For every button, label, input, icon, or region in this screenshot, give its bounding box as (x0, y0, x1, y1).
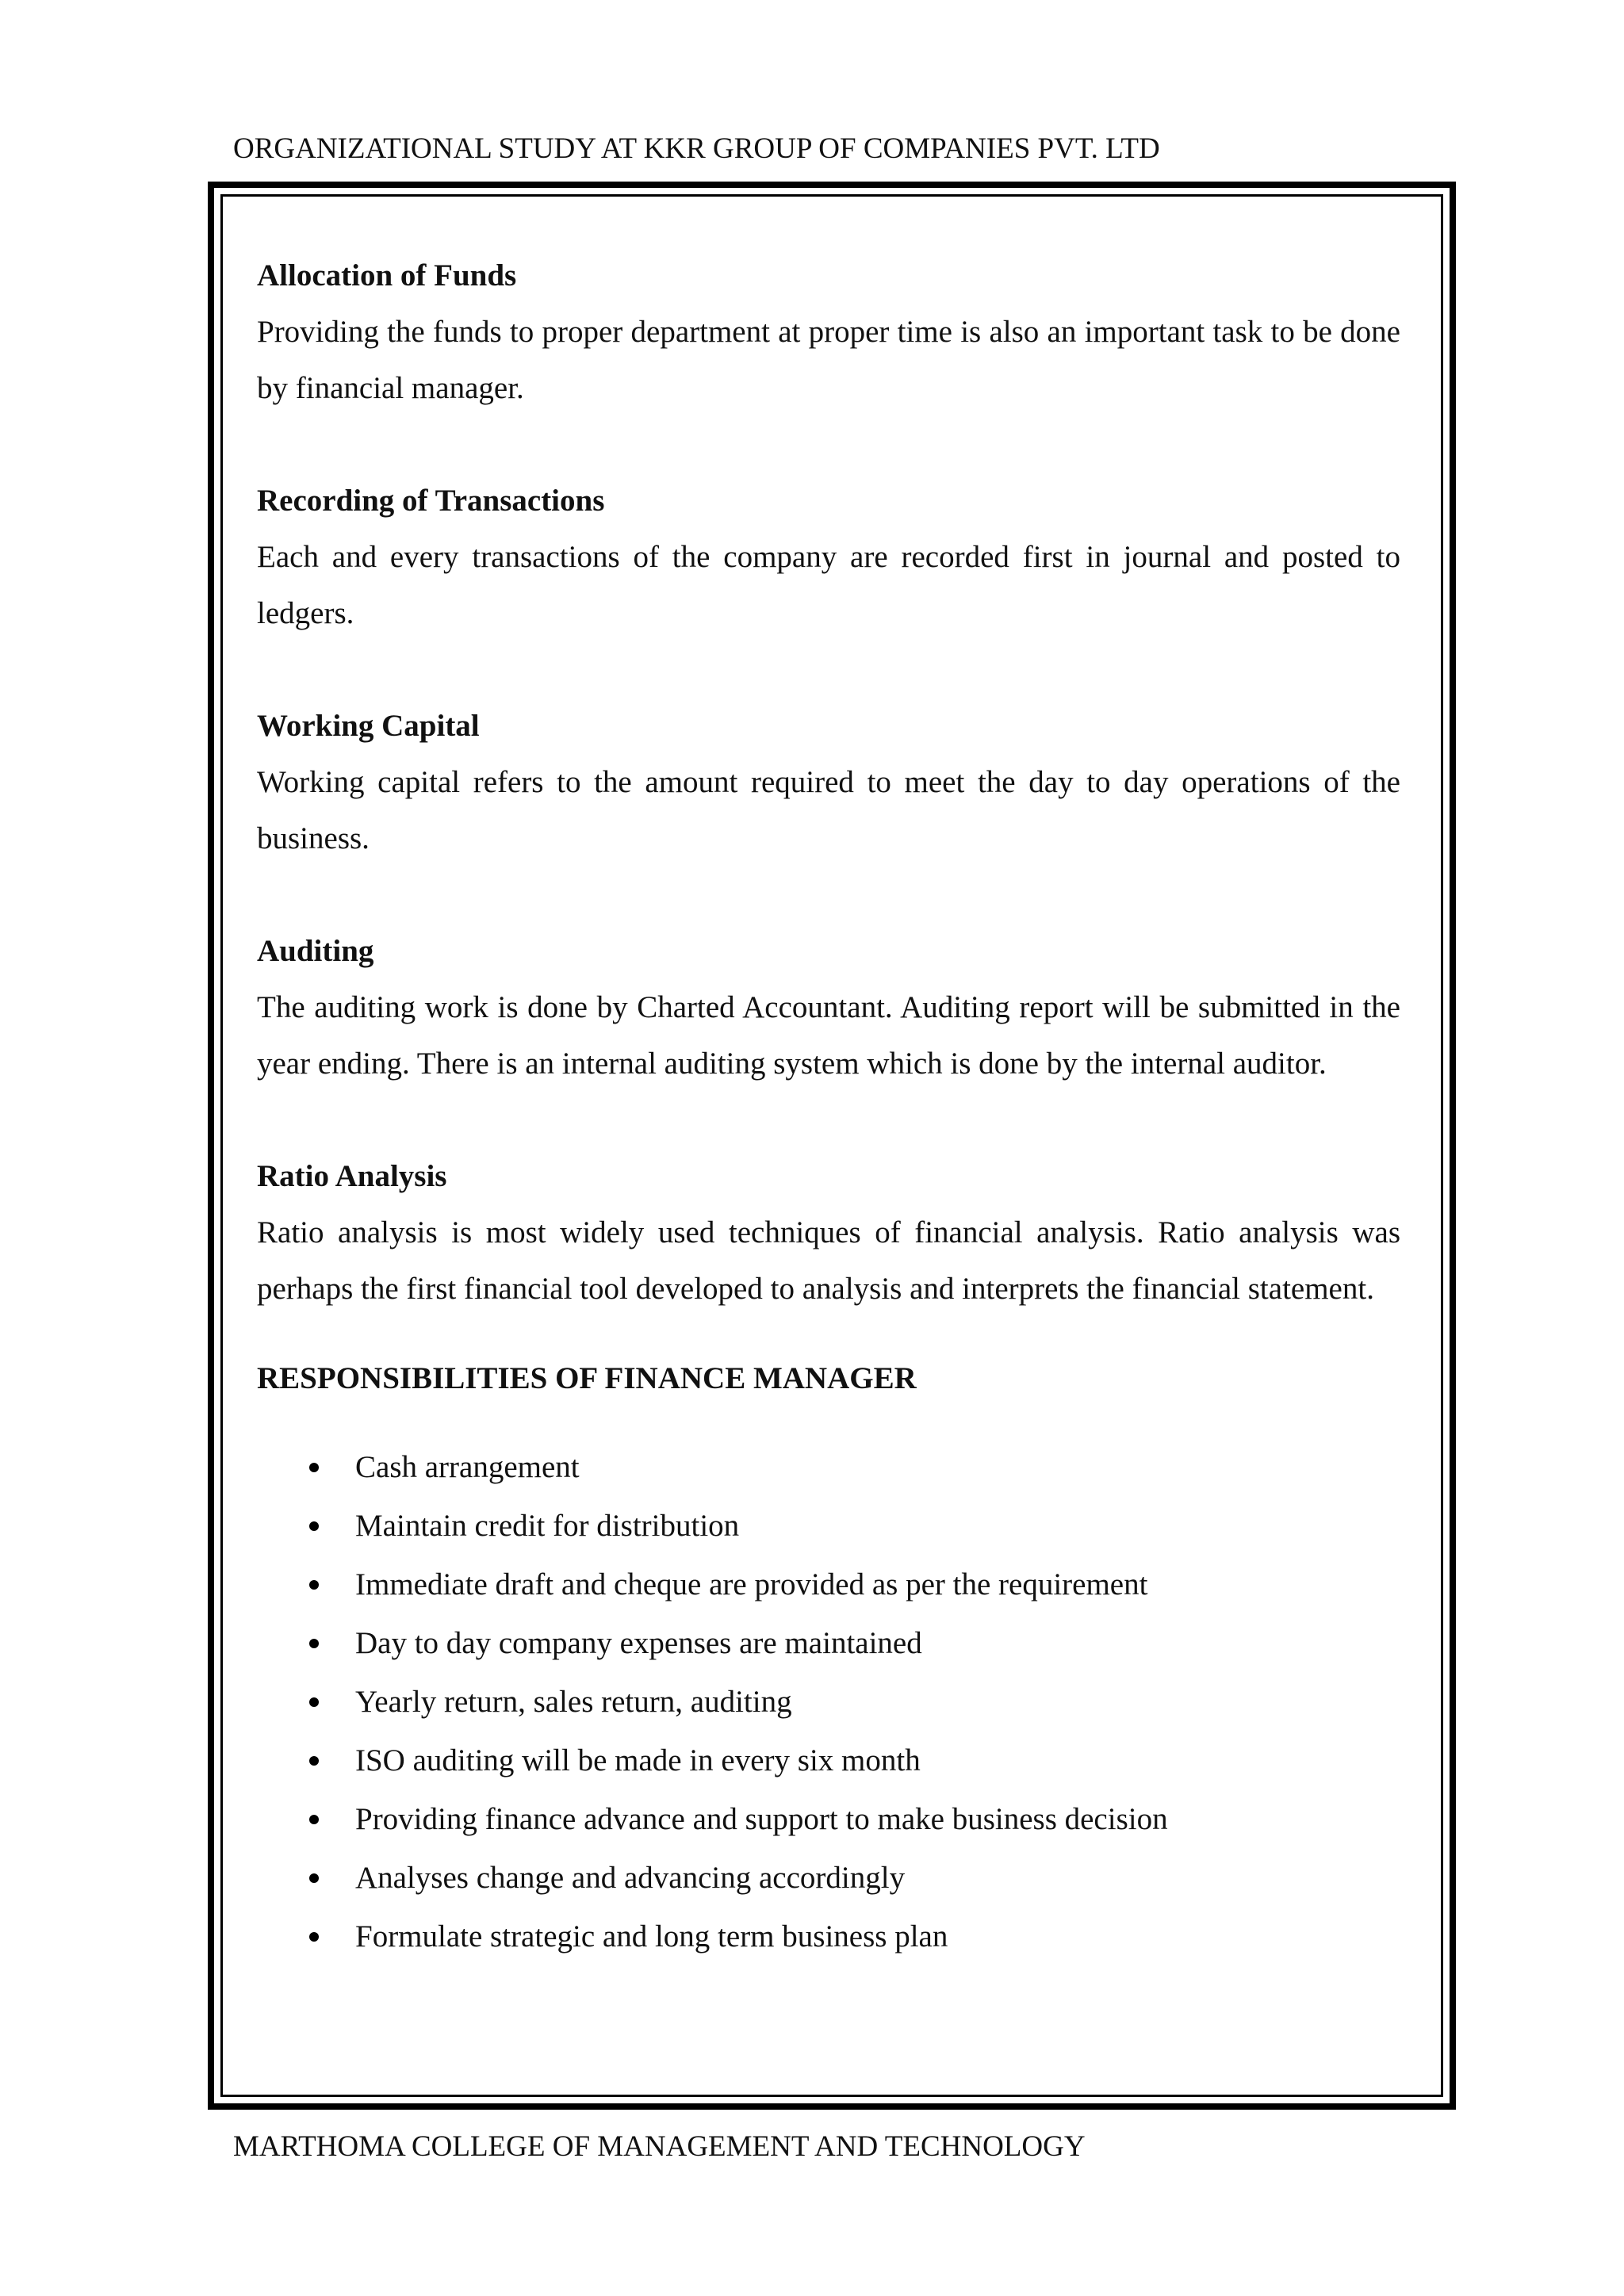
list-item-text: Cash arrangement (355, 1450, 580, 1484)
section-title: Auditing (257, 934, 374, 968)
list-item (257, 1790, 1400, 1849)
section-body: Each and every transactions of the company are recorded first in journal and posted to ledgers. (257, 540, 1400, 630)
list-item-text: Day to day company expenses are maintained (355, 1626, 922, 1660)
section-auditing (257, 923, 1400, 1092)
page-content (257, 247, 1400, 1966)
list-item-text: ISO auditing will be made in every six month (355, 1743, 921, 1777)
section-body: The auditing work is done by Charted Accountant. Auditing report will be submitted in the year ending. There is an internal auditing system which is done by the internal auditor. (257, 990, 1400, 1081)
bullet-icon (309, 1463, 319, 1472)
bullet-icon (309, 1639, 319, 1648)
list-item-text: Maintain credit for distribution (355, 1509, 740, 1543)
list-item-text: Yearly return, sales return, auditing (355, 1685, 792, 1719)
section-title: Working Capital (257, 709, 480, 743)
page-footer: MARTHOMA COLLEGE OF MANAGEMENT AND TECHNOLOGY (233, 2130, 1086, 2163)
section-title: Ratio Analysis (257, 1159, 447, 1193)
responsibilities-list (257, 1438, 1400, 1966)
bullet-icon (309, 1756, 319, 1766)
list-item-text: Providing finance advance and support to make business decision (355, 1802, 1168, 1836)
list-item (257, 1849, 1400, 1908)
bullet-icon (309, 1580, 319, 1590)
section-ratio-analysis (257, 1148, 1400, 1317)
list-item-text: Formulate strategic and long term business plan (355, 1919, 948, 1954)
list-item (257, 1732, 1400, 1790)
list-item (257, 1908, 1400, 1966)
list-item (257, 1438, 1400, 1497)
list-item (257, 1614, 1400, 1673)
bullet-icon (309, 1521, 319, 1531)
list-item-text: Immediate draft and cheque are provided as per the requirement (355, 1567, 1148, 1601)
section-working-capital (257, 698, 1400, 867)
page-header: ORGANIZATIONAL STUDY AT KKR GROUP OF COMPANIES PVT. LTD (233, 132, 1160, 165)
bullet-icon (309, 1873, 319, 1883)
section-title: Allocation of Funds (257, 258, 517, 293)
bullet-icon (309, 1932, 319, 1942)
list-item (257, 1497, 1400, 1556)
section-body: Ratio analysis is most widely used techniques of financial analysis. Ratio analysis was perhaps the first financial tool developed to analysis and interprets the financial statement. (257, 1215, 1400, 1306)
list-item (257, 1673, 1400, 1732)
section-allocation-of-funds (257, 247, 1400, 416)
list-item (257, 1556, 1400, 1614)
list-item-text: Analyses change and advancing accordingly (355, 1861, 906, 1895)
section-title: Recording of Transactions (257, 484, 605, 518)
responsibilities-heading: RESPONSIBILITIES OF FINANCE MANAGER (257, 1361, 917, 1395)
bullet-icon (309, 1697, 319, 1707)
section-recording-of-transactions (257, 473, 1400, 641)
section-body: Providing the funds to proper department at proper time is also an important task to be done by financial manager. (257, 315, 1400, 405)
section-body: Working capital refers to the amount required to meet the day to day operations of the business. (257, 765, 1400, 855)
bullet-icon (309, 1815, 319, 1824)
